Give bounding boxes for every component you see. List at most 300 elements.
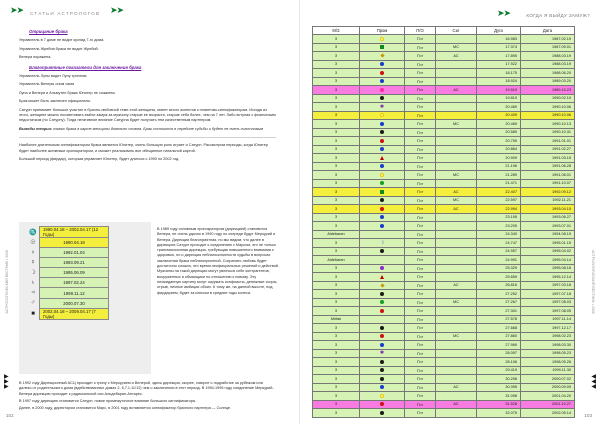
- cell-sig: [436, 137, 477, 146]
- bottom-paragraph: Далее, в 2000 году, директором становится Марс, в 2001 году вставляется сигнификатор брачного партнера — Солнце.: [19, 406, 232, 411]
- cell-arc: 20.409: [477, 111, 521, 120]
- cell-prom: [360, 145, 405, 154]
- cell-sig: [436, 128, 477, 137]
- firdar-row: [27, 278, 109, 288]
- cell-po: П⇒: [405, 383, 436, 392]
- table-row: [313, 392, 575, 401]
- cell-po: П⇒: [405, 400, 436, 409]
- cell-mz: З: [313, 264, 360, 273]
- cell-sig: МС: [436, 43, 477, 52]
- cell-arc: 24.957: [477, 247, 521, 256]
- dot-green-icon: [380, 300, 384, 304]
- cell-prom: [360, 349, 405, 358]
- table-row: [313, 409, 575, 418]
- cell-prom: [360, 188, 405, 197]
- cell-sig: [436, 77, 477, 86]
- cell-sig: [436, 162, 477, 171]
- col-header-po: П/О: [405, 27, 436, 35]
- cell-arc: 27.860: [477, 332, 521, 341]
- directions-table: [312, 26, 575, 418]
- dot-pink-icon: [380, 88, 384, 92]
- cell-prom: [360, 103, 405, 112]
- cell-po: П⇒: [405, 205, 436, 214]
- cell-mz: З: [313, 400, 360, 409]
- cell-arc: 30.395: [477, 383, 521, 392]
- cell-date: 2000.09.09: [521, 383, 575, 392]
- cell-prom: [360, 383, 405, 392]
- cell-po: П⇒: [405, 392, 436, 401]
- cell-sig: [436, 111, 477, 120]
- cell-prom: [360, 392, 405, 401]
- cell-date: 2000.07.02: [521, 375, 575, 384]
- cell-prom: [360, 230, 405, 239]
- dot-blue-icon: [380, 215, 384, 219]
- cell-date: 1991.02.27: [521, 145, 575, 154]
- cell-sig: [436, 35, 477, 44]
- article-column: В 1989 году основным хронократором (дирекцией) становится Венера, не очень удачно в 1990 году по очереди будут Меркурий и Венера. Дирекция благоприятная, но мы видим, что далее в дирекциях Сатурн проходит к соединению с Марсом, это не только трансмиссионная дирекция, требующая повышенного внимания к здоровью, но и дирекция неблагосклонности судьбы в вопросах заключения брака неблагоприятной. Сохранять любовь будет достаточно сложно, это время неофициальных решений и действий. Мужчины на такой дирекции могут увлечься себе контрагентов, вооруженных и обманщики по отношению к новому. Эту неожиданную картину могут окружать конфликты, денежные ссоры, отрыв, личные амбиции обоих. К тому же, на данной высоте, под фирдарием, будет за ключом в средние годы колеса.: [157, 227, 279, 295]
- favorable-line: Луна и Венера и Альмутен брака Юпитер не сожжены: [19, 90, 116, 95]
- cell-sig: МС: [436, 120, 477, 129]
- heading-favorable: Благоприятные показатели для заключения брака: [29, 64, 142, 70]
- cell-sig: [436, 409, 477, 418]
- cell-mz: З: [313, 222, 360, 231]
- cell-po: П⇒: [405, 324, 436, 333]
- cell-arc: 28.106: [477, 358, 521, 367]
- cell-mz: З: [313, 145, 360, 154]
- cell-arc: 17.895: [477, 52, 521, 61]
- cell-sig: [436, 239, 477, 248]
- table-row: [313, 298, 575, 307]
- cell-sig: АС: [436, 205, 477, 214]
- firdar-row: [27, 258, 109, 268]
- table-row: [313, 383, 575, 392]
- table-row: [313, 120, 575, 129]
- dot-black-icon: [380, 368, 384, 372]
- firdar-date: 2000.07.30: [40, 298, 109, 308]
- cell-date: 1998.03.30: [521, 341, 575, 350]
- cell-sig: МС: [436, 298, 477, 307]
- cell-mz: З: [313, 307, 360, 316]
- cell-mz: З: [313, 349, 360, 358]
- cell-date: 1989.03.20: [521, 77, 575, 86]
- intro-line: Венера поражена.: [19, 55, 52, 60]
- cell-po: П⇒: [405, 341, 436, 350]
- cell-prom: [360, 77, 405, 86]
- cell-po: П⇒: [405, 111, 436, 120]
- cell-arc: 20.469: [477, 103, 521, 112]
- cell-arc: 27.969: [477, 341, 521, 350]
- cell-po: П⇒: [405, 137, 436, 146]
- cell-arc: 30.298: [477, 375, 521, 384]
- cell-prom: [360, 273, 405, 282]
- dot-red-icon: [380, 71, 384, 75]
- cell-date: 1997.08.05: [521, 307, 575, 316]
- cell-po: П⇒: [405, 239, 436, 248]
- dot-black-icon: [380, 411, 384, 415]
- saturn-icon: ♄: [30, 279, 36, 286]
- cell-sig: [436, 290, 477, 299]
- cell-mz: З: [313, 341, 360, 350]
- cell-mz: З: [313, 52, 360, 61]
- cell-sig: [436, 69, 477, 78]
- cell-arc: 18.175: [477, 69, 521, 78]
- dot-black-icon: [380, 96, 384, 100]
- firdar-date: 2002.04.18 – 2009.04.17 (7 Годы): [40, 308, 109, 319]
- cell-sig: [436, 103, 477, 112]
- cell-prom: [360, 409, 405, 418]
- cell-sig: [436, 392, 477, 401]
- cell-arc: 24.340: [477, 230, 521, 239]
- table-row: [313, 179, 575, 188]
- cell-date: 1993.04.15: [521, 205, 575, 214]
- cell-po: П⇒: [405, 256, 436, 265]
- table-row: [313, 52, 575, 61]
- cell-mz: Aldebaran: [313, 230, 360, 239]
- cell-prom: [360, 324, 405, 333]
- cell-sig: [436, 256, 477, 265]
- cell-date: 1997.07.18: [521, 290, 575, 299]
- cell-po: П⇒: [405, 264, 436, 273]
- cell-prom: [360, 341, 405, 350]
- cell-sig: [436, 324, 477, 333]
- table-row: [313, 366, 575, 375]
- cell-date: 1988.06.20: [521, 69, 575, 78]
- conclusion-label: Выводы теории:: [19, 126, 53, 131]
- star-purple-icon: ✱: [379, 350, 385, 357]
- cell-po: П⇒: [405, 307, 436, 316]
- cell-date: 1990.10.06: [521, 111, 575, 120]
- table-row: [313, 307, 575, 316]
- page-number-left: 102: [6, 413, 14, 418]
- cell-arc: 32.075: [477, 409, 521, 418]
- cell-date: 1990.10.06: [521, 103, 575, 112]
- table-row: [313, 137, 575, 146]
- firdar-date: 1992.01.04: [40, 248, 109, 258]
- dot-blue-icon: [380, 164, 384, 168]
- table-header-row: [313, 27, 575, 35]
- cell-po: П⇒: [405, 222, 436, 231]
- cell-po: П⇒: [405, 358, 436, 367]
- firdar-date: 1997.02.24: [40, 278, 109, 288]
- divider: [19, 137, 276, 138]
- firdar-row: [27, 268, 109, 278]
- header-arrows-icon: ➤➤: [10, 5, 24, 15]
- firdar-box: [19, 222, 151, 374]
- cell-date: 2001.10.27: [521, 400, 575, 409]
- cell-prom: [360, 315, 405, 324]
- firdar-date: 1990.04.18 – 2002.04.17 (12 Годы): [40, 227, 109, 238]
- cell-sig: [436, 213, 477, 222]
- cell-mz: З: [313, 137, 360, 146]
- cell-date: 1991.10.07: [521, 179, 575, 188]
- cell-sig: [436, 247, 477, 256]
- cell-date: 2002.05.14: [521, 409, 575, 418]
- cell-date: 1988.03.19: [521, 52, 575, 61]
- firdar-row: [27, 308, 109, 319]
- right-page-header: КОГДА Я ВЫЙДУ ЗАМУЖ?: [526, 13, 590, 18]
- cell-po: П⇒: [405, 86, 436, 95]
- dot-red-icon: [380, 309, 384, 313]
- table-row: [313, 358, 575, 367]
- cell-arc: 19.519: [477, 86, 521, 95]
- cell-po: П⇒: [405, 247, 436, 256]
- cell-arc: 31.098: [477, 392, 521, 401]
- cell-arc: 20.469: [477, 120, 521, 129]
- tri-red-icon: [380, 275, 384, 279]
- dot-red-icon: [380, 207, 384, 211]
- cell-date: 1997.12.17: [521, 324, 575, 333]
- cell-mz: З: [313, 94, 360, 103]
- circle-yellow-icon: [380, 173, 384, 177]
- cell-prom: [360, 205, 405, 214]
- dot-black-icon: [380, 130, 384, 134]
- cell-date: 2001.04.20: [521, 392, 575, 401]
- cell-prom: [360, 86, 405, 95]
- cell-date: 1997.08.03: [521, 298, 575, 307]
- cell-sig: [436, 315, 477, 324]
- cell-arc: 23.205: [477, 222, 521, 231]
- cell-po: П⇒: [405, 120, 436, 129]
- cell-prom: [360, 196, 405, 205]
- cell-sig: [436, 179, 477, 188]
- cell-po: П⇒: [405, 188, 436, 197]
- cell-date: 1995.04.14: [521, 256, 575, 265]
- cell-sig: АС: [436, 52, 477, 61]
- cell-arc: 26.816: [477, 281, 521, 290]
- circle-yellow-icon: [380, 37, 384, 41]
- table-row: [313, 256, 575, 265]
- cell-sig: [436, 230, 477, 239]
- table-row: [313, 171, 575, 180]
- cell-arc: 16.983: [477, 35, 521, 44]
- cell-po: П⇒: [405, 171, 436, 180]
- cell-mz: З: [313, 281, 360, 290]
- cell-mz: З: [313, 375, 360, 384]
- cell-date: 1990.10.13: [521, 120, 575, 129]
- cell-po: П⇒: [405, 409, 436, 418]
- header-arrows-icon: ➤➤: [110, 5, 124, 15]
- cell-date: 1991.06.28: [521, 162, 575, 171]
- cell-prom: [360, 290, 405, 299]
- cell-po: П⇒: [405, 94, 436, 103]
- arrow-gold-icon: [380, 54, 384, 58]
- table-row: [313, 239, 575, 248]
- cell-sig: [436, 366, 477, 375]
- venus-icon: ♀: [30, 249, 36, 256]
- dot-blue-icon: [380, 79, 384, 83]
- cell-mz: З: [313, 358, 360, 367]
- cell-arc: 21.196: [477, 162, 521, 171]
- firdar-row: [27, 227, 109, 238]
- conclusion: [19, 127, 276, 132]
- cell-date: 1998.05.26: [521, 358, 575, 367]
- cell-prom: [360, 247, 405, 256]
- table-row: [313, 264, 575, 273]
- cell-prom: [360, 366, 405, 375]
- cell-sig: [436, 349, 477, 358]
- cell-arc: 27.301: [477, 307, 521, 316]
- cell-prom: [360, 60, 405, 69]
- favorable-line: Брак может быть заключен официально.: [19, 99, 92, 104]
- dot-red-icon: [380, 139, 384, 143]
- cell-mz: З: [313, 290, 360, 299]
- cell-prom: [360, 128, 405, 137]
- article-top: [19, 25, 276, 166]
- cell-sig: [436, 264, 477, 273]
- cell-arc: 24.747: [477, 239, 521, 248]
- side-arrows-icon: ◀ ◀ ◀: [591, 374, 596, 390]
- cell-mz: З: [313, 196, 360, 205]
- cell-arc: 31.528: [477, 400, 521, 409]
- cell-arc: 21.471: [477, 179, 521, 188]
- cell-prom: [360, 281, 405, 290]
- table-row: [313, 332, 575, 341]
- table-row: [313, 222, 575, 231]
- table-row: [313, 315, 575, 324]
- cell-po: П⇒: [405, 179, 436, 188]
- table-row: [313, 35, 575, 44]
- cell-date: 1987.09.01: [521, 43, 575, 52]
- cell-sig: [436, 358, 477, 367]
- cell-prom: [360, 375, 405, 384]
- table-row: [313, 400, 575, 409]
- table-row: [313, 324, 575, 333]
- dot-black-icon: [380, 292, 384, 296]
- cell-mz: З: [313, 120, 360, 129]
- cell-sig: АС: [436, 400, 477, 409]
- paragraph-saturn: Сатурн принимает большое участие в брачно-любовной теме этой женщины, имеет много аспектов к планетам-сигнификаторам. Исходя из этого, женщине можно посоветовать выйти замуж за мужчину старше ее возраста, старше себя более, чем на 7 лет. Либо вступая с физическим недостатком (по Сатурну). Тогда негативное влияние Сатурна будет получать тем качественным партнером.: [19, 107, 276, 123]
- cell-po: П⇒: [405, 366, 436, 375]
- cell-mz: З: [313, 188, 360, 197]
- cell-sig: [436, 273, 477, 282]
- left-page-header: СТАТЬИ АСТРОЛОГОВ: [30, 11, 101, 16]
- cell-date: 1990.10.31: [521, 128, 575, 137]
- table-row: [313, 69, 575, 78]
- cell-date: 1999.11.30: [521, 366, 575, 375]
- table-row: [313, 213, 575, 222]
- cell-mz: З: [313, 60, 360, 69]
- cell-po: П⇒: [405, 162, 436, 171]
- cell-mz: З: [313, 205, 360, 214]
- dot-blue-icon: [380, 62, 384, 66]
- cell-sig: АС: [436, 281, 477, 290]
- article-bottom: [19, 381, 276, 413]
- dot-red-icon: [380, 334, 384, 338]
- cell-po: П⇒: [405, 145, 436, 154]
- cell-sig: АС: [436, 86, 477, 95]
- moon-icon: ☽: [30, 270, 36, 277]
- dot-blue-icon: [380, 147, 384, 151]
- cell-prom: [360, 222, 405, 231]
- cell-po: П⇒: [405, 196, 436, 205]
- cell-arc: 27.578: [477, 315, 521, 324]
- cell-mz: З: [313, 69, 360, 78]
- dot-black-icon: [380, 360, 384, 364]
- cell-mz: З: [313, 103, 360, 112]
- table-row: [313, 128, 575, 137]
- firdar-row: [27, 298, 109, 308]
- cell-sig: МС: [436, 171, 477, 180]
- cell-arc: 29.419: [477, 366, 521, 375]
- cell-prom: [360, 154, 405, 163]
- cell-mz: З: [313, 35, 360, 44]
- cell-mz: З: [313, 239, 360, 248]
- cell-po: П⇒: [405, 298, 436, 307]
- cell-po: П⇒: [405, 273, 436, 282]
- cell-mz: З: [313, 247, 360, 256]
- table-row: [313, 162, 575, 171]
- cell-po: П⇒: [405, 103, 436, 112]
- col-header-arc: Дуга: [477, 27, 521, 35]
- cell-arc: 27.668: [477, 324, 521, 333]
- left-side-text: АСТРОЛОГИЧЕСКИЙ ВЕСТНИК • 2008: [5, 250, 9, 314]
- cell-sig: АС: [436, 383, 477, 392]
- tri-red-icon: [380, 156, 384, 160]
- dot-blue-icon: [380, 385, 384, 389]
- mercury-icon: ☿: [30, 259, 36, 266]
- cell-po: П⇒: [405, 154, 436, 163]
- dot-purple-icon: [380, 266, 384, 270]
- cell-sig: [436, 94, 477, 103]
- cell-arc: 20.864: [477, 145, 521, 154]
- table-row: [313, 230, 575, 239]
- cell-arc: 18.924: [477, 77, 521, 86]
- cell-prom: [360, 35, 405, 44]
- cell-sig: [436, 154, 477, 163]
- cell-po: П⇒: [405, 35, 436, 44]
- cell-date: 1988.03.19: [521, 60, 575, 69]
- cell-mz: З: [313, 86, 360, 95]
- cell-date: 1995.04.02: [521, 247, 575, 256]
- cell-prom: [360, 171, 405, 180]
- cell-po: П⇒: [405, 332, 436, 341]
- cell-arc: 17.374: [477, 43, 521, 52]
- cell-mz: З: [313, 43, 360, 52]
- col-header-sig: Сиг: [436, 27, 477, 35]
- table-row: [313, 290, 575, 299]
- col-header-date: Дата: [521, 27, 575, 35]
- table-row: [313, 341, 575, 350]
- cell-date: 1991.08.01: [521, 171, 575, 180]
- dot-blue-icon: [380, 224, 384, 228]
- cell-sig: [436, 60, 477, 69]
- cell-date: 1993.06.27: [521, 213, 575, 222]
- cell-prom: [360, 120, 405, 129]
- sun-icon: ☉: [30, 240, 36, 247]
- cell-po: П⇒: [405, 52, 436, 61]
- intro-line: Управитель Жребия брака не видит Жребий.: [19, 46, 99, 51]
- table-row: [313, 60, 575, 69]
- square-green-icon: [380, 45, 384, 49]
- cell-arc: 23.195: [477, 213, 521, 222]
- cell-po: П⇒: [405, 77, 436, 86]
- cell-date: 1989.10.23: [521, 86, 575, 95]
- star-purple-icon: ✱: [379, 103, 385, 110]
- cell-date: 1987.02.19: [521, 35, 575, 44]
- cell-arc: 27.267: [477, 298, 521, 307]
- cell-mz: З: [313, 77, 360, 86]
- cell-mz: Aldebaran: [313, 256, 360, 265]
- cell-arc: 19.819: [477, 94, 521, 103]
- cell-prom: [360, 111, 405, 120]
- cell-sig: МС: [436, 196, 477, 205]
- cell-po: П⇒: [405, 69, 436, 78]
- cell-date: 1991.03.15: [521, 154, 575, 163]
- table-row: [313, 188, 575, 197]
- dot-black-icon: [380, 326, 384, 330]
- cell-date: 1990.02.10: [521, 94, 575, 103]
- intro-line: Управитель в 7 доме не видит куспид 7-го дома.: [19, 38, 105, 43]
